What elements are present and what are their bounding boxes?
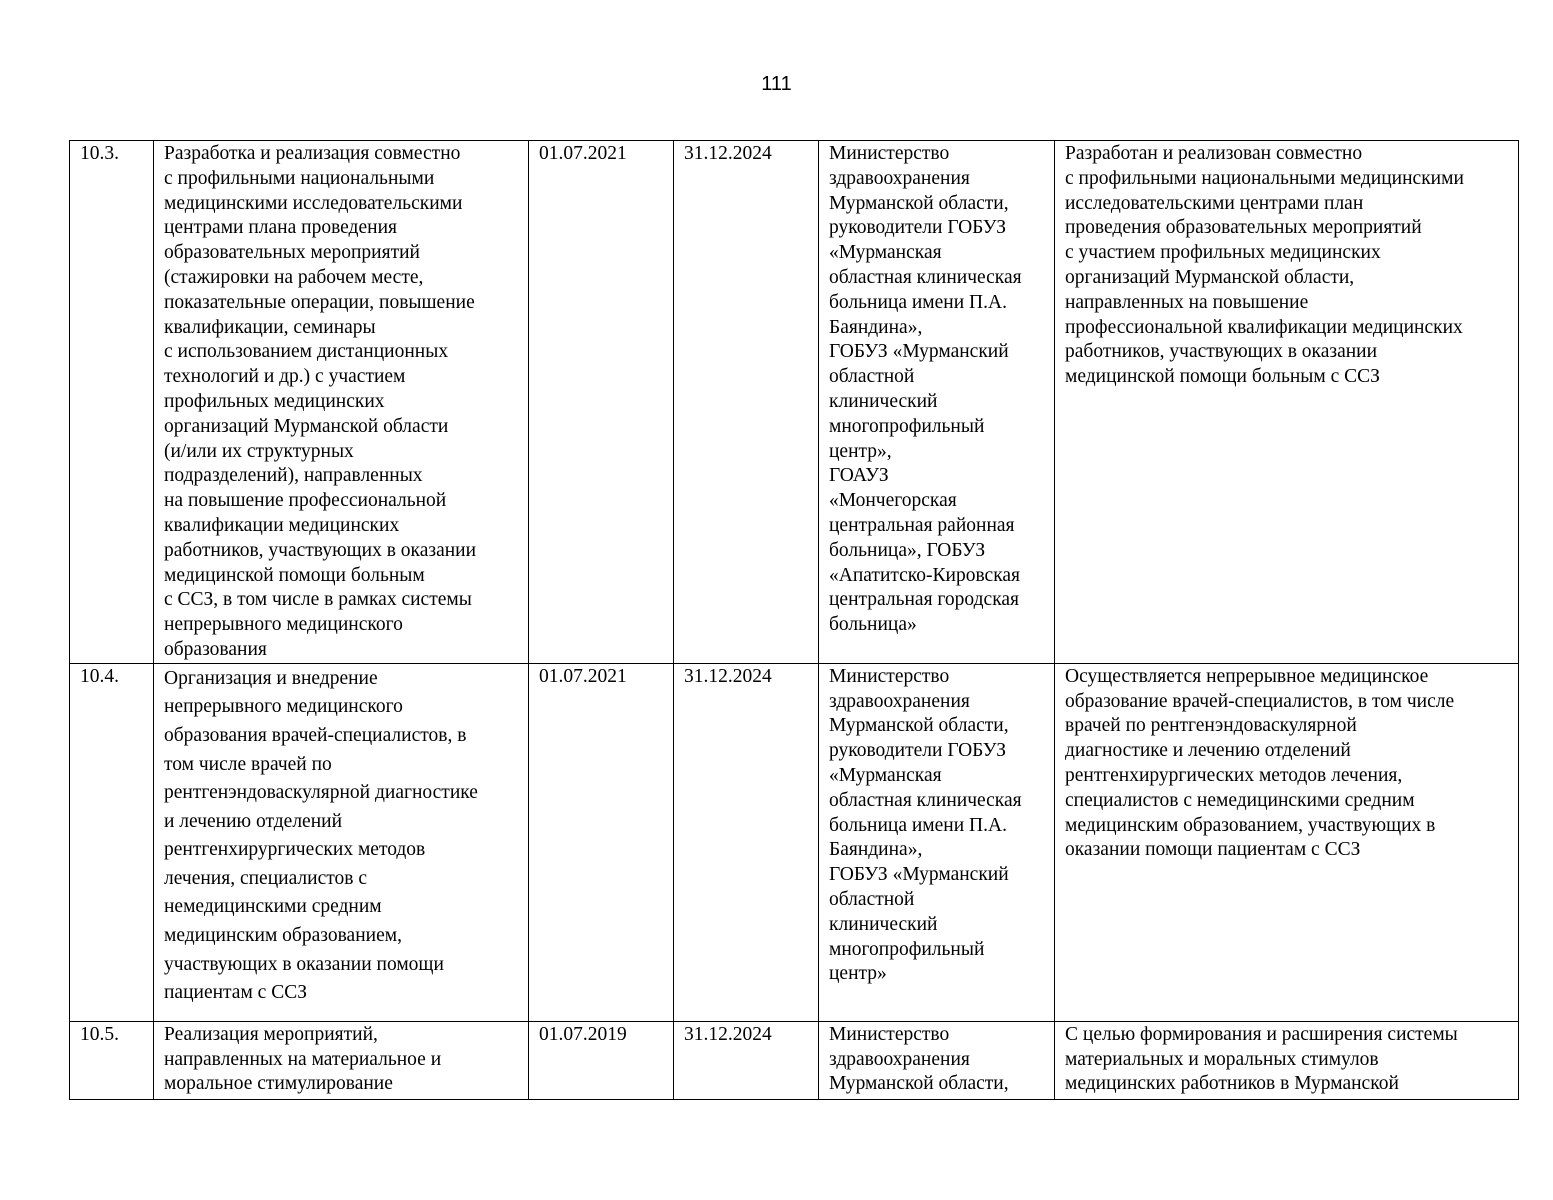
table-row <box>70 663 1519 1021</box>
page-number: 111 <box>761 73 792 95</box>
item-number: 10.5. <box>70 1021 154 1099</box>
start-date: 01.07.2019 <box>529 1021 674 1099</box>
activities-table <box>69 140 1519 1100</box>
start-date: 01.07.2021 <box>529 663 674 1021</box>
responsible-executors: Министерство здравоохранения Мурманской области, руководители ГОБУЗ «Мурманская областная клиническая больница имени П.А. Баяндина», ГОБУЗ «Мурманский областной клинический многопрофильный центр» <box>819 663 1055 1021</box>
activity-name: Разработка и реализация совместно с профильными национальными медицинскими исследовательскими центрами плана проведения образовательных мероприятий (стажировки на рабочем месте, показательные операции, повышение квалификации, семинары с использованием дистанционных технологий и др.) с участием профильных медицинских организаций Мурманской области (и/или их структурных подразделений), направленных на повышение профессиональной квалификации медицинских работников, участвующих в оказании медицинской помощи больным с ССЗ, в том числе в рамках системы непрерывного медицинского образования <box>154 141 529 664</box>
expected-result: Осуществляется непрерывное медицинское образование врачей-специалистов, в том числе врачей по рентгенэндоваскулярной диагностике и лечению отделений рентгенхирургических методов лечения, специалистов с немедицинскими средним медицинским образованием, участвующих в оказании помощи пациентам с ССЗ <box>1055 663 1519 1021</box>
table-row <box>70 1021 1519 1099</box>
expected-result: Разработан и реализован совместно с профильными национальными медицинскими исследовательскими центрами план проведения образовательных мероприятий с участием профильных медицинских организаций Мурманской области, направленных на повышение профессиональной квалификации медицинских работников, участвующих в оказании медицинской помощи больным с ССЗ <box>1055 141 1519 664</box>
start-date: 01.07.2021 <box>529 141 674 664</box>
activity-name: Реализация мероприятий, направленных на материальное и моральное стимулирование <box>154 1021 529 1099</box>
item-number: 10.4. <box>70 663 154 1021</box>
end-date: 31.12.2024 <box>674 141 819 664</box>
end-date: 31.12.2024 <box>674 1021 819 1099</box>
end-date: 31.12.2024 <box>674 663 819 1021</box>
responsible-executors: Министерство здравоохранения Мурманской области, руководители ГОБУЗ «Мурманская областная клиническая больница имени П.А. Баяндина», ГОБУЗ «Мурманский областной клинический многопрофильный центр», ГОАУЗ «Мончегорская центральная районная больница», ГОБУЗ «Апатитско-Кировская центральная городская больница» <box>819 141 1055 664</box>
expected-result: С целью формирования и расширения системы материальных и моральных стимулов медицинских работников в Мурманской <box>1055 1021 1519 1099</box>
activity-name: Организация и внедрение непрерывного медицинского образования врачей-специалистов, в том числе врачей по рентгенэндоваскулярной диагностике и лечению отделений рентгенхирургических методов лечения, специалистов с немедицинскими средним медицинским образованием, участвующих в оказании помощи пациентам с ССЗ <box>154 663 529 1021</box>
table-row <box>70 141 1519 664</box>
item-number: 10.3. <box>70 141 154 664</box>
responsible-executors: Министерство здравоохранения Мурманской области, <box>819 1021 1055 1099</box>
